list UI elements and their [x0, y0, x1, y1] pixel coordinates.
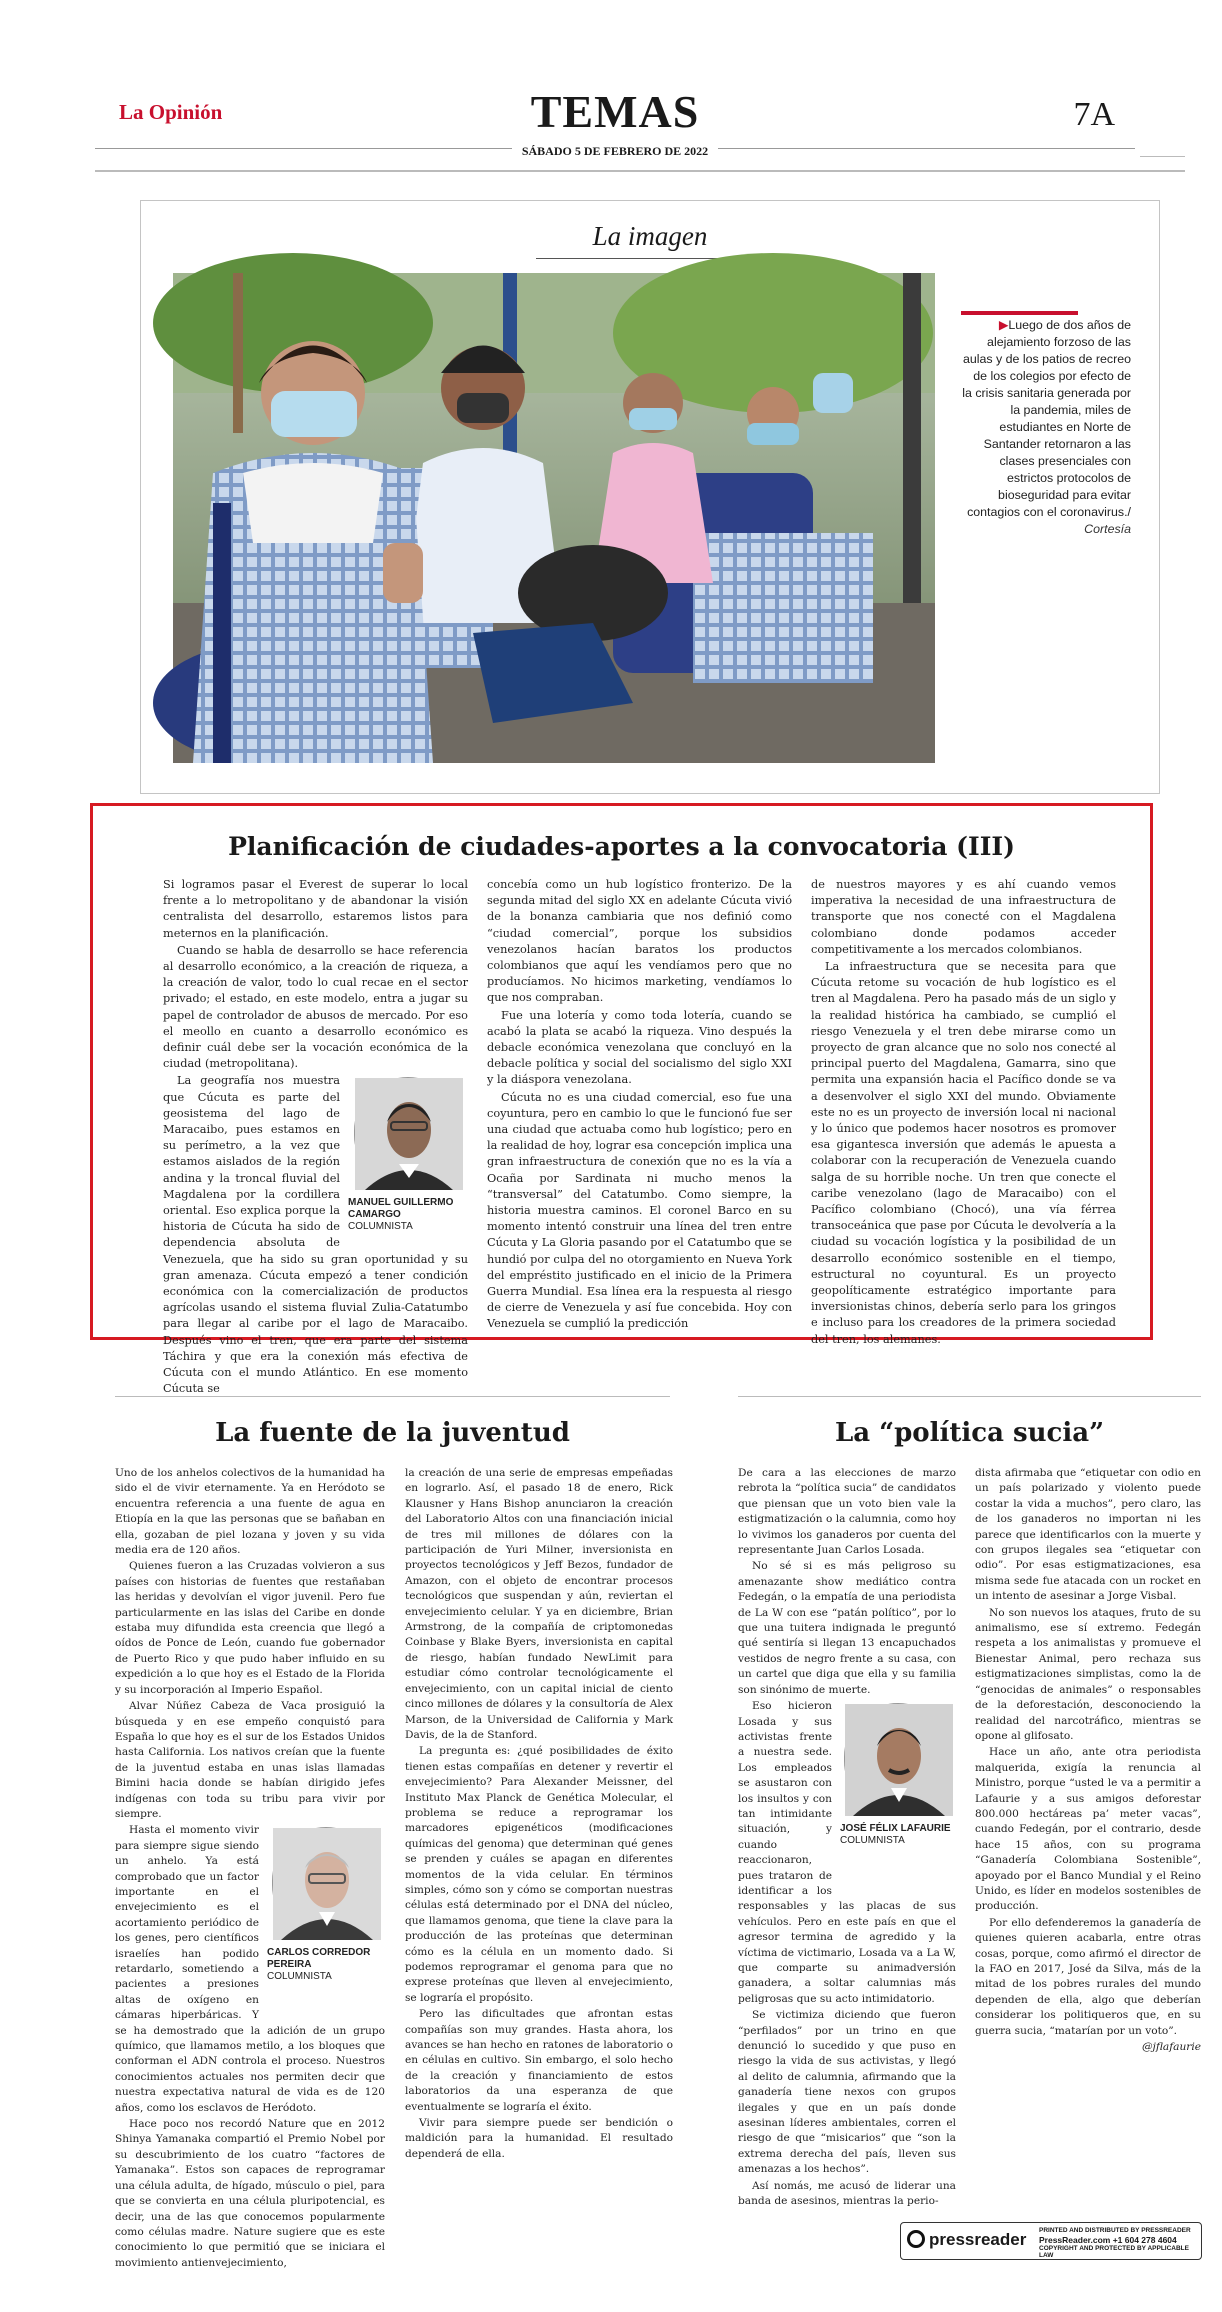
- avatar: [355, 1078, 463, 1190]
- paragraph: No son nuevos los ataques, fruto de su animalismo, ese sí extremo. Fedegán respeta a los animalistas y promueve el Bienestar Animal, pero rechaza sus estigmatizaciones simplistas, como la de “genocidas de animales” o responsables de la deforestación, desconociendo la realidad del narcotráfico, mientras se opone al glifosato.: [975, 1606, 1201, 1742]
- author-box: [348, 1077, 468, 1247]
- paragraph: Uno de los anhelos colectivos de la humanidad ha sido el de vivir eternamente. Ya en Heródoto se encuentra referencia a una fuente de agua en Etiopía en la que las personas que se bañaban en ella, gozaban de piel lozana y joven y su vida media era de 120 años.: [115, 1467, 385, 1557]
- paragraph: Quienes fueron a las Cruzadas volvieron a sus países con historias de fuentes que restañaban las heridas y devolvían el vigor juvenil. Pero fue particularmente en las islas del Caribe en donde estaba muy difundida esta creencia que llegó a oídos de Ponce de León, cuando fue gobernador de Puerto Rico y que pudo haber influido en su expedición a lo que hoy es el Estado de la Florida y su incorporación al Imperio Español.: [115, 1560, 385, 1696]
- divider: [738, 1396, 1201, 1397]
- paragraph: Así nomás, me acusó de liderar una banda de asesinos, mientras la perio-: [738, 2179, 956, 2208]
- paragraph: La infraestructura que se necesita para que Cúcuta retome su vocación de hub logístico es el tren al Magdalena. Pero ha pasado más de un siglo y la realidad histórica ha cambiado, se cumplió el riesgo Venezuela y el tren debe mirarse como un proyecto de gran alcance que no solo nos conecté al principal puerto del Magdalena, Gamarra, sino que permita una expansión hacia el Pacífico donde se va a desenvolver el siglo XXI del mundo. Obviamente este no es un proyecto de inversión local ni nacional y lo único que podemos hacer nosotros es promover esa gigantesca inversión que además le apuesta a colaborar con la recuperación de Venezuela cuando salga de su horrible noche. Un tren que conecte el caribe venezolano (lago de Maracaibo) con el Pacífico colombiano (Chocó), una vía férrea transoceánica que pase por Cúcuta le devolvería a la ciudad su vocación logística y la posibilidad de un desarrollo económico sostenible en el tiempo, estructural no coyuntural. Es un proyecto geopolíticamente estratégico importante para inversionistas chinos, debería serlo para los gringos e incluso para los creadores de la primera sociedad del tren, los alemanes.: [811, 960, 1116, 1346]
- avatar: [273, 1828, 381, 1940]
- politica-column-1: [738, 1466, 956, 2211]
- paragraph: de nuestros mayores y es ahí cuando vemos imperativa la necesidad de una infraestructura de transporte que nos conecté con el Magdalena colombiano donde podamos acceder competitivamente a los mercados colombianos.: [811, 878, 1116, 956]
- author-portrait: [272, 1827, 380, 1939]
- feature-column-1: [163, 877, 468, 1396]
- author-signature: @jflafaurie: [1141, 2041, 1201, 2054]
- article-title-juventud: La fuente de la juventud: [215, 1418, 570, 1448]
- divider: [1140, 156, 1185, 157]
- image-section: [140, 200, 1160, 794]
- pressreader-logo: pressreader: [907, 2230, 1026, 2250]
- featured-article: [90, 803, 1153, 1396]
- paragraph: Hace poco nos recordó Nature que en 2012 Shinya Yamanaka compartió el Premio Nobel por su descubrimiento de los cuatro “factores de Yamanaka”. Estos son capaces de reprogramar una célula adulta, de hígado, músculo o piel, para que se convierta en una célula pluripotencial, es decir, una de las que conocemos popularmente como células madre. Nature sugiere que es este conocimiento lo que permitió que se iniciara el movimiento antienvejecimiento,: [115, 2118, 385, 2269]
- students-photo: [173, 273, 935, 763]
- paragraph: La geografía nos muestra que Cúcuta es parte del geosistema del lago de Maracaibo, pues estamos en su perímetro, a la vez que estamos aislados de la región andina y la troncal fluvial del Magdalena por la cordillera oriental. Eso explica porque la historia de Cúcuta ha sido de dependencia absoluta de Venezuela, que ha sido su gran oportunidad y su gran amenaza. Cúcuta empezó a tener condición económica con la comercialización de productos agrícolas usando el sistema fluvial Zulia-Catatumbo para llegar al caribe por el lago de Maracaibo. Después vino el tren, que era parte del sistema Táchira y que era la conexión más efectiva de Cúcuta con el mundo Atlántico. En ese momento Cúcuta se: [163, 1074, 468, 1396]
- author-box: [267, 1827, 385, 2007]
- masthead: [95, 60, 1135, 158]
- pressreader-badge: [900, 2222, 1202, 2260]
- paragraph: Fue una lotería y como toda lotería, cuando se acabó la plata se acabó la riqueza. Vino después la debacle económica venezolana que concluyó en la debacle política y social del socialismo del siglo XXI y la diáspora venezolana.: [487, 1008, 792, 1087]
- article-title-politica: La “política sucia”: [834, 1418, 1105, 1448]
- pressreader-icon: [907, 2230, 925, 2248]
- author-name: CARLOS CORREDOR PEREIRA: [267, 1947, 371, 1971]
- paragraph: De cara a las elecciones de marzo rebrota la “política sucia” de candidatos que piensan que un voto bien vale la estigmatización o la calumnia, como hoy lo vivimos los ganaderos por cuenta del representante Juan Carlos Losada.: [738, 1467, 956, 1557]
- featured-article-title: Planificación de ciudades-aportes a la convocatoria (III): [228, 832, 1015, 861]
- triangle-icon: ▶: [998, 318, 1009, 332]
- divider: [115, 1396, 670, 1397]
- paragraph: Vivir para siempre puede ser bendición o maldición para la humanidad. El resultado dependerá de ella.: [405, 2117, 673, 2160]
- avatar: [845, 1704, 953, 1816]
- paragraph: Por ello defenderemos la ganadería de quienes quieren acabarla, entre otras cosas, porque, como afirmó el director de la FAO en 2017, José da Silva, más de la mitad de los pobres rurales del mundo dependen de ella, algo que deberían considerar los politiqueros que, en su guerra sucia, “matarían por un voto”.: [975, 1916, 1201, 2037]
- paragraph: dista afirmaba que “etiquetar con odio en un país polarizado y violento puede costar la vida a muchos”, pero claro, las de los ganaderos no importan ni les parece que identificarlos con la muerte y con grupos ilegales sea “etiquetar con odio”. Por esas estigmatizaciones, esa misma sede fue atacada con un rocket en un intento de asesinar a Jorge Visbal.: [975, 1467, 1201, 1603]
- paragraph: Se victimiza diciendo que fueron “perfilados” por un trino en que denunció lo sucedido y que puso en riesgo la vida de sus activistas, y llegó al delito de calumnia, afirmando que la ganadería tiene nexos con grupos ilegales y que en un país donde asesinan líderes ambientales, corren el riesgo de que “misicarios” que “son la extrema derecha del país, lleven sus amenazas a los hechos”.: [738, 2009, 956, 2176]
- author-portrait: [354, 1077, 462, 1189]
- paragraph: Eso hicieron Losada y sus activistas frente a nuestra sede. Los empleados se asustaron con los insultos y con tan intimidante situación, y cuando reaccionaron, pues trataron de identificar a los responsables y las placas de sus vehículos. Pero en este país en que el agresor termina de agredido y la víctima de victimario, Losada va a La W, que comparte su animadversión ganadera, a soltar calumnias más peligrosas que su acto intimidatorio.: [738, 1700, 956, 2005]
- juventud-column-2: [405, 1466, 673, 2211]
- paragraph: Si logramos pasar el Everest de superar lo local frente a lo metropolitano y de abandonar la visión centralista del desarrollo, estaremos listos para meternos en la planificación.: [163, 878, 468, 940]
- author-name: MANUEL GUILLERMO CAMARGO: [348, 1197, 454, 1221]
- photo-caption: ▶Luego de dos años de alejamiento forzoso de las aulas y de los patios de recreo de los colegios por efecto de la crisis sanitaria generada por la pandemia, miles de estudiantes en Norte de Santander retornaron a las clases presenciales con estrictos protocolos de bioseguridad para evitar contagios con el coronavirus./ Cortesía: [962, 318, 1131, 536]
- students-photo-illustration: [173, 273, 935, 763]
- author-role: COLUMNISTA: [267, 1971, 332, 1983]
- author-role: COLUMNISTA: [348, 1221, 413, 1233]
- paragraph: Alvar Núñez Cabeza de Vaca prosiguió la búsqueda y en ese empeño conquistó para España lo que hoy es el sur de los Estados Unidos hasta California. Los nativos creían que la fuente de la juventud estaba en unas islas llamadas Bimini hacia donde se habían dirigido jefes indígenas con toda su tribu para vivir por siempre.: [115, 1700, 385, 1820]
- juventud-column-1: [115, 1466, 385, 2269]
- paragraph: Cuando se habla de desarrollo se hace referencia al desarrollo económico, a la creación de riqueza, a la creación de valor, todo lo cual recae en el sector privado; el estado, en este modelo, entra a jugar su papel de controlador de abusos de mercado. Por eso el meollo en cuanto a desarrollo económico es definir cuál debe ser la vocación económica de la ciudad (metropolitana).: [163, 943, 468, 1071]
- caption-accent: [961, 311, 1078, 315]
- image-section-title: La imagen: [592, 221, 708, 251]
- section-title: TEMAS: [530, 86, 700, 137]
- issue-date: SÁBADO 5 DE FEBRERO DE 2022: [95, 140, 1135, 159]
- author-byline: [267, 1947, 385, 1983]
- page-number: 7A: [1073, 96, 1115, 133]
- paragraph: Hasta el momento vivir para siempre sigue siendo un anhelo. Ya está comprobado que un factor importante en el envejecimiento es el acortamiento periódico de los genes, pero científicos israelíes han podido retardarlo, sometiendo a pacientes a presiones altas de oxígeno en cámaras hiperbáricas. Y se ha demostrado que la adición de un grupo químico, que llamamos metilo, a los bloques que conforman el ADN controla el proceso. Nuestros conocimientos actuales nos permiten decir que nuestra expectativa natural de vida es de 120 años, como los esclavos de Heródoto.: [115, 1824, 385, 2114]
- author-byline: [840, 1823, 956, 1847]
- author-role: COLUMNISTA: [840, 1835, 905, 1847]
- feature-column-3: [811, 877, 1116, 1346]
- paragraph: La pregunta es: ¿qué posibilidades de éxito tienen estas compañías en detener y revertir el envejecimiento? Para Alexander Meissner, del Instituto Max Planck de Genética Molecular, el problema se reduce a reprogramar los marcadores epigenéticos (modificaciones químicas del genoma) que determinan qué genes se prenden y cuáles se apagan en diferentes momentos de la vida celular. En términos simples, cómo son y cómo se comportan nuestras células está determinado por el DNA del núcleo, que llamamos genoma, que tiene la clave para la producción de las proteínas que determinan cómo es la célula en un momento dado. Si podemos reprogramar el genoma para que no exprese proteínas que lleven al envejecimiento, se lograría el propósito.: [405, 1745, 673, 2004]
- author-name: JOSÉ FÉLIX LAFAURIE: [840, 1823, 951, 1835]
- paragraph: Cúcuta no es una ciudad comercial, eso fue una coyuntura, pero en cambio lo que le funcionó fue ser una ciudad que actuaba como hub logístico; pero en la realidad de hoy, lograr esa concepción implica una gran infraestructura de conexión que no es la vía a Ocaña por Sardinata ni mucho menos la “transversal” del Catatumbo. Como siempre, la historia muestra caminos. El coronel Barco en su momento intentó construir una línea del tren entre Cúcuta y La Gloria pasando por el Catatumbo que se hundió por culpa del no otorgamiento en Nueva York del empréstito justificado en el inicio de la Primera Guerra Mundial. Esa línea era la respuesta al riesgo de cierre de Venezuela y así fue concebida. Hoy con Venezuela se cumplió la predicción: [487, 1090, 792, 1331]
- pressreader-notice: PRINTED AND DISTRIBUTED BY PRESSREADER PressReader.com +1 604 278 4604 COPYRIGHT AND PROTECTED BY APPLICABLE LAW: [1039, 2227, 1191, 2259]
- paragraph: No sé si es más peligroso su amenazante show mediático contra Fedegán, o la empatía de una periodista de La W con ese “patán político”, por lo que una tuitera indignada le preguntó qué sentiría si llegan 13 encapuchados vestidos de negro frente a su casa, con un cartel que diga que ella y su familia son sinónimo de muerte.: [738, 1560, 956, 1696]
- author-byline: [348, 1197, 468, 1233]
- divider: [95, 170, 1185, 172]
- newspaper-logo: La Opinión: [119, 100, 223, 124]
- photo-credit: Cortesía: [1084, 522, 1131, 536]
- paragraph: Hace un año, ante otra periodista malquerida, exigía la renuncia al Ministro, porque “usted le va a permitir a Lafaurie y a sus amigos deforestar 800.000 hectáreas pa’ meter vacas”, cuando Fedegán, por el contrario, desde hace 15 años, con su programa “Ganadería Colombiana Sostenible”, apoyado por el Banco Mundial y el Reino Unido, es líder en modelos sostenibles de producción.: [975, 1746, 1201, 1913]
- feature-column-2: [487, 877, 792, 1331]
- paragraph: concebía como un hub logístico fronterizo. De la segunda mitad del siglo XX en adelante Cúcuta vivió de la bonanza cambiaria que nos definió como “ciudad comercial”, porque los subsidios venezolanos hacían baratos los productos colombianos que aquí les vendíamos pero que no producíamos. No hicimos marketing, vendíamos lo que nos compraban.: [487, 878, 792, 1005]
- author-portrait: [844, 1703, 952, 1815]
- paragraph: Pero las dificultades que afrontan estas compañías son muy grandes. Hasta ahora, los avances se han hecho en ratones de laboratorio o en células en cultivo. Sin embargo, el solo hecho de la creación y financiamiento de estos laboratorios da una esperanza de que eventualmente se lograría el éxito.: [405, 2008, 673, 2113]
- author-box: [840, 1703, 956, 1883]
- politica-column-2: [975, 1466, 1201, 2211]
- paragraph: la creación de una serie de empresas empeñadas en lograrlo. Así, el pasado 18 de enero, Rick Klausner y Hans Bishop anunciaron la creación del Laboratorio Altos con una financiación inicial de tres mil millones de dólares con la participación de Yuri Milner, inversionista en proyectos tecnológicos y Jeff Bezos, fundador de Amazon, con el objeto de encontrar procesos tecnológicos que suspendan y aún, reviertan el envejecimiento celular. Y ya en diciembre, Brian Armstrong, de la compañía de criptomonedas Coinbase y Blake Byers, inversionista en capital de riesgo, habían fundado NewLimit para estudiar cómo controlar tecnológicamente el envejecimiento, con un capital inicial de ciento cinco millones de dólares y la consultoría de Alex Marson, de la Universidad de California y Mark Davis, de la de Stanford.: [405, 1467, 673, 1741]
